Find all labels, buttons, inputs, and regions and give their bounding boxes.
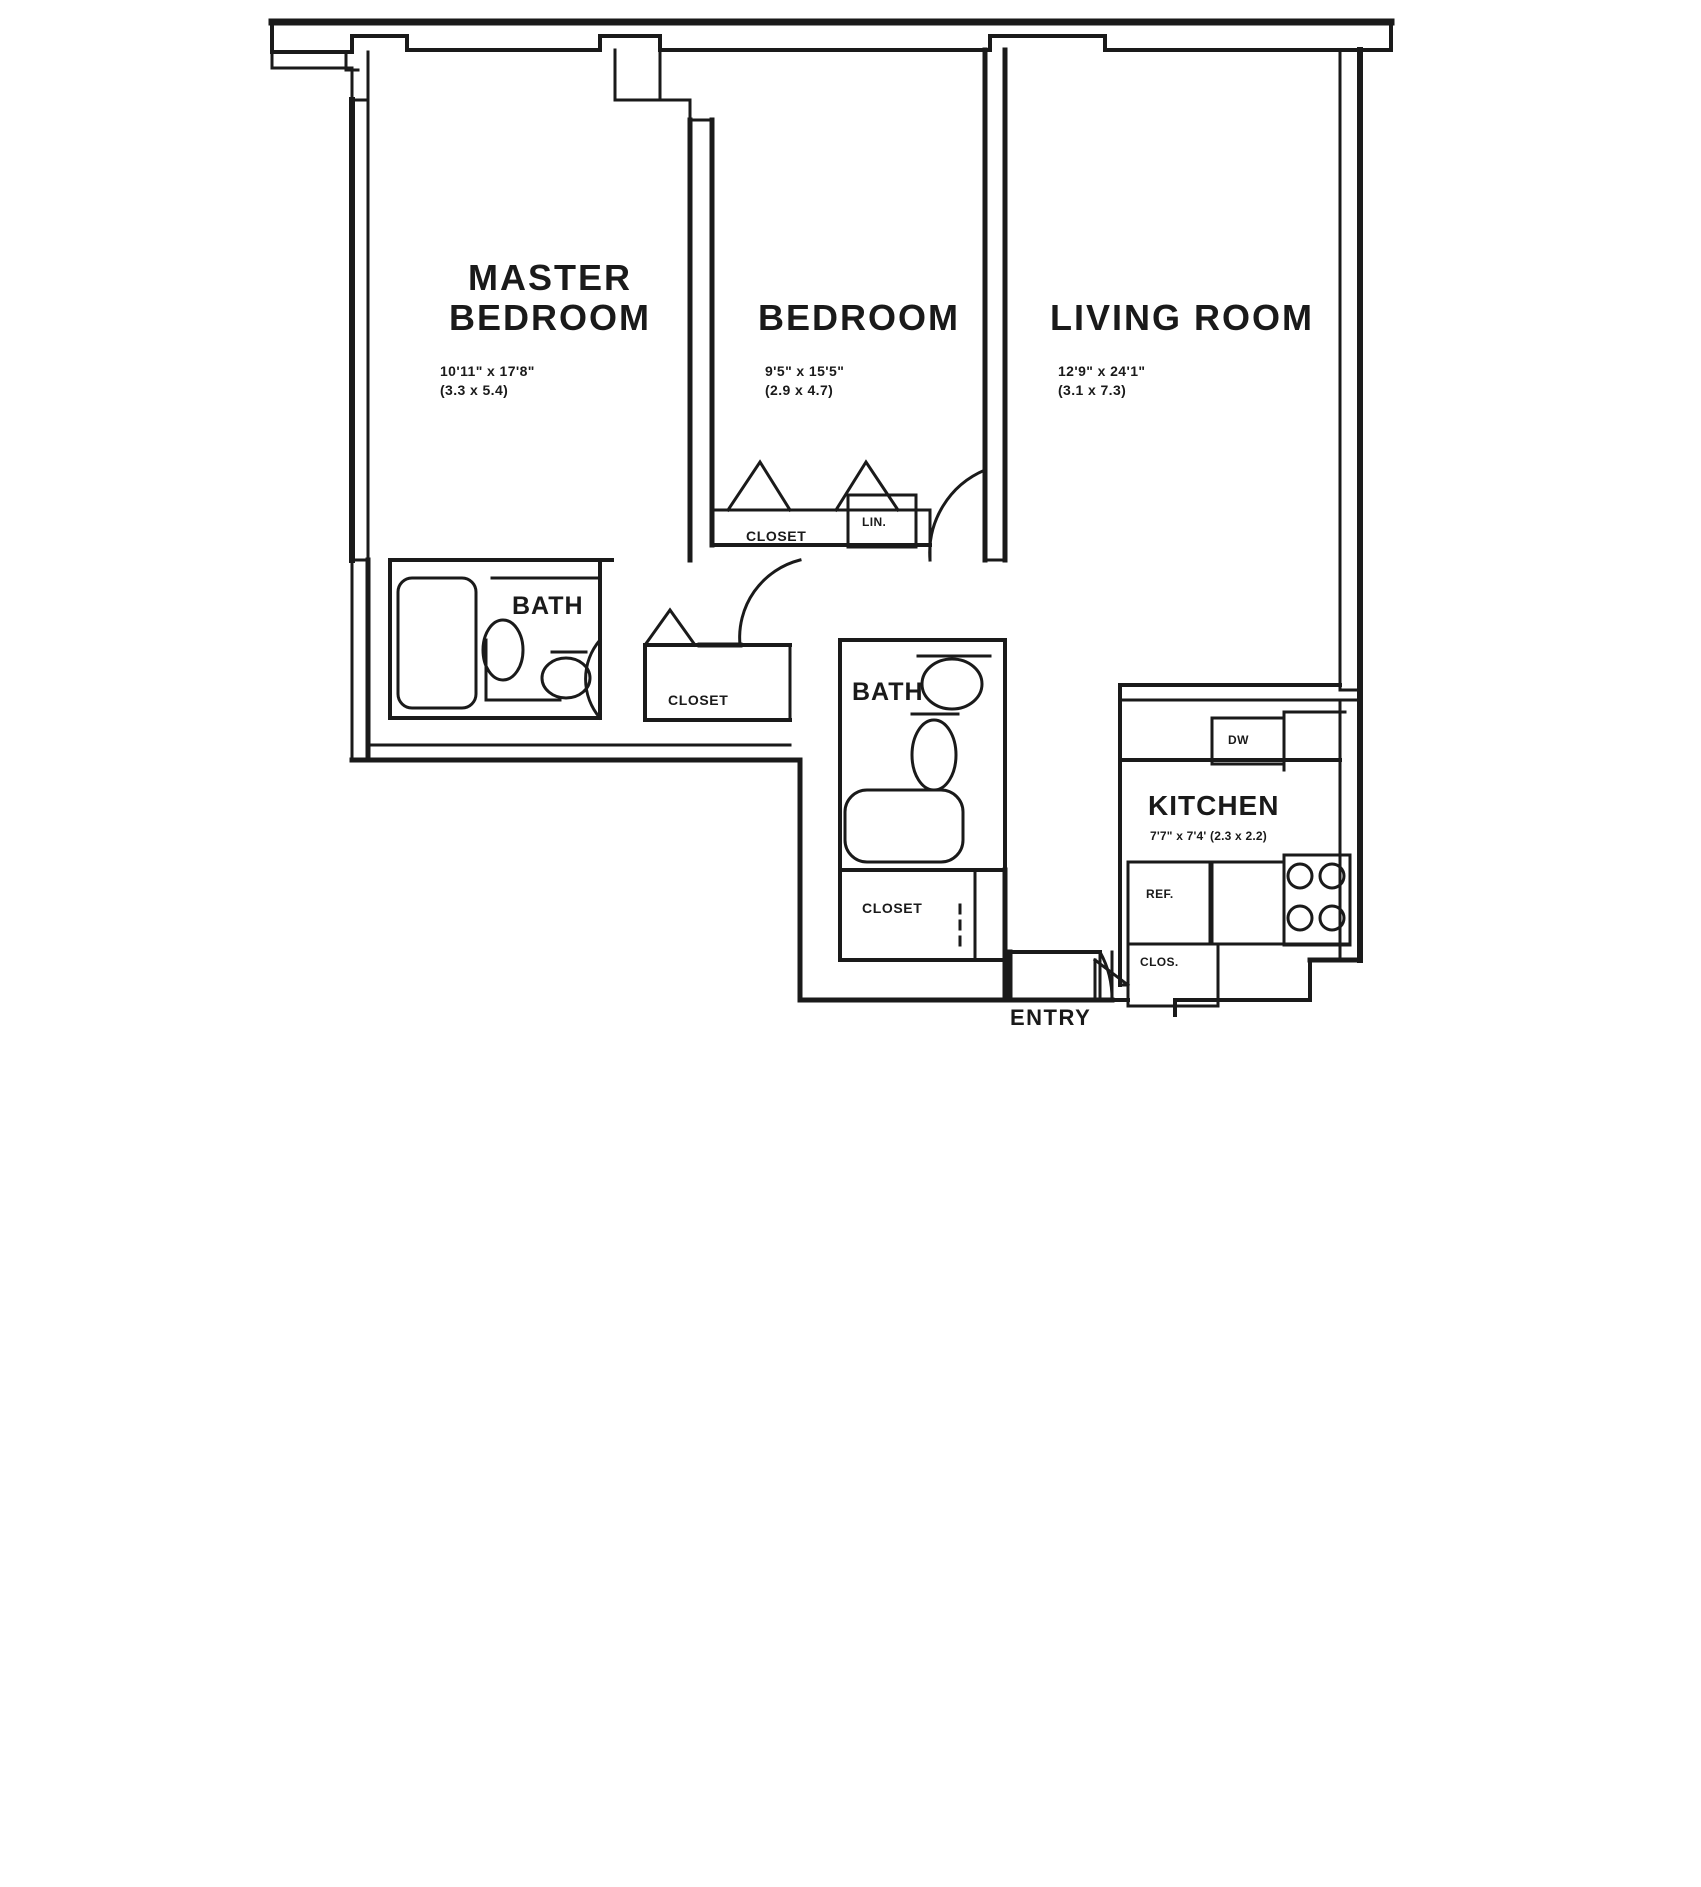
- label-closet-entry: [862, 900, 922, 916]
- room-label-bedroom: [758, 297, 960, 339]
- bedroom-name: BEDROOM: [758, 297, 960, 338]
- living-room-dim-imperial: 12'9" x 24'1": [1058, 363, 1146, 379]
- room-label-master-bedroom: [430, 258, 670, 339]
- second-bath-name: BATH: [852, 678, 924, 706]
- dishwasher-text: DW: [1228, 733, 1249, 747]
- master-bath-name: BATH: [512, 592, 584, 620]
- room-label-living-room: [1050, 297, 1314, 339]
- room-label-kitchen: [1148, 790, 1279, 822]
- coat-closet-text: CLOS.: [1140, 955, 1179, 969]
- label-linen-closet: [862, 515, 886, 529]
- room-label-master-bath: [512, 592, 584, 621]
- label-closet-bedroom: [746, 528, 806, 544]
- kitchen-dim-metric: (2.3 x 2.2): [1210, 829, 1267, 843]
- bedroom-dim-imperial: 9'5" x 15'5": [765, 363, 845, 379]
- room-dimension-living-room: [1058, 362, 1145, 400]
- living-room-name: LIVING ROOM: [1050, 297, 1314, 338]
- closet-bedroom-text: CLOSET: [746, 528, 807, 544]
- label-entry: [1010, 1005, 1091, 1031]
- living-room-dim-metric: (3.1 x 7.3): [1058, 381, 1127, 398]
- label-dishwasher: [1228, 733, 1249, 747]
- room-dimension-bedroom: [765, 362, 844, 400]
- linen-closet-text: LIN.: [862, 515, 887, 529]
- room-dimension-master-bedroom: [440, 362, 535, 400]
- master-bedroom-name-line1: MASTER: [468, 257, 632, 298]
- master-bedroom-dim-imperial: 10'11" x 17'8": [440, 363, 535, 379]
- closet-entry-text: CLOSET: [862, 900, 923, 916]
- master-bedroom-dim-metric: (3.3 x 5.4): [440, 381, 509, 398]
- label-coat-closet: [1140, 955, 1179, 969]
- bedroom-dim-metric: (2.9 x 4.7): [765, 381, 834, 398]
- kitchen-dim-imperial: 7'7" x 7'4': [1150, 829, 1207, 843]
- refrigerator-text: REF.: [1146, 887, 1174, 901]
- label-refrigerator: [1146, 887, 1174, 901]
- kitchen-name: KITCHEN: [1148, 790, 1280, 821]
- master-bedroom-name-line2: BEDROOM: [449, 297, 651, 339]
- label-closet-hall: [668, 692, 728, 708]
- room-label-second-bath: [852, 678, 924, 707]
- entry-text: ENTRY: [1010, 1005, 1092, 1030]
- room-dimension-kitchen: [1150, 829, 1267, 843]
- closet-hall-text: CLOSET: [668, 692, 729, 708]
